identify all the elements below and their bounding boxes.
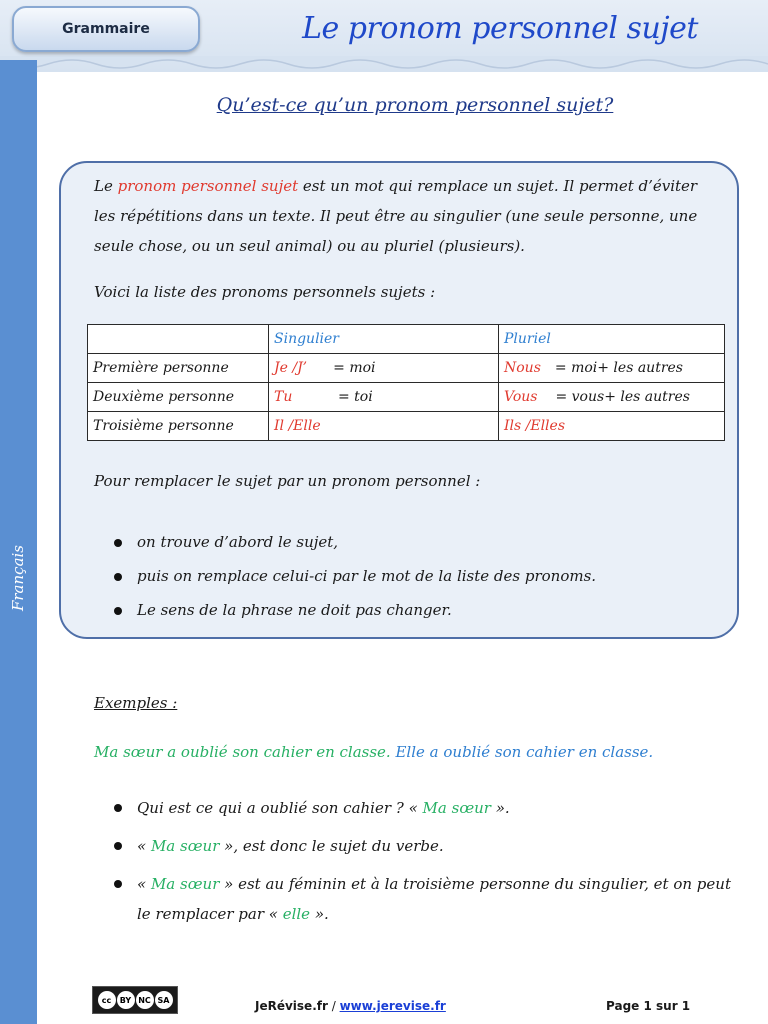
definition-text: est un mot qui remplace un sujet. Il permet d’éviter les répétitions dans un texte. Il peut être au singulier (une seule personne, une seule chose, ou un seul animal) ou au pluriel (plusieurs). — [94, 177, 698, 255]
examples-title — [94, 688, 177, 718]
sa-icon: SA — [155, 991, 173, 1009]
pronoun-table — [87, 324, 725, 441]
table-cell-person: Troisième personne — [88, 412, 269, 441]
side-label: Français — [9, 544, 27, 612]
table-header-empty — [88, 325, 269, 354]
singular-pronoun: Tu — [274, 389, 293, 405]
replace-intro: Pour remplacer le sujet par un pronom personnel : — [94, 472, 481, 490]
check-text-part: Qui est ce qui a oublié son cahier ? « — [137, 799, 423, 817]
table-row — [88, 412, 725, 441]
plural-pronoun: Ils /Elles — [504, 418, 566, 434]
bullet-icon — [114, 880, 122, 888]
example-sentence — [94, 737, 734, 767]
list-item — [114, 869, 734, 929]
header-wave-decoration — [0, 56, 768, 80]
subject-highlight: Ma sœur — [422, 799, 491, 817]
pronoun-highlight: elle — [282, 905, 311, 923]
singular-pronoun: Je /J’ — [274, 360, 308, 376]
table-header-plural: Pluriel — [499, 325, 725, 354]
check-text-part: ». — [490, 799, 510, 817]
check-text — [137, 793, 510, 823]
check-text — [137, 869, 734, 929]
check-text-part: « — [137, 875, 151, 893]
footer-separator: / — [327, 999, 340, 1013]
step-text: on trouve d’abord le sujet, — [137, 533, 339, 551]
table-header-row — [88, 325, 725, 354]
subject-badge: Grammaire — [12, 6, 200, 52]
site-name: JeRévise.fr — [255, 999, 328, 1013]
definition-intro: Le — [94, 177, 118, 195]
subject-highlight: Ma sœur — [150, 875, 220, 893]
table-cell-plural — [499, 412, 725, 441]
footer-site — [255, 999, 446, 1013]
nc-icon: NC — [136, 991, 154, 1009]
singular-equivalence: = moi — [333, 360, 376, 376]
example-original: Ma sœur a oublié son cahier en classe. — [94, 743, 391, 761]
table-row — [88, 383, 725, 412]
examples-title-suffix: : — [167, 694, 178, 712]
bullet-icon — [114, 539, 122, 547]
list-item — [114, 831, 734, 861]
step-text: Le sens de la phrase ne doit pas changer. — [137, 601, 452, 619]
bullet-icon — [114, 573, 122, 581]
table-header-singular: Singulier — [269, 325, 499, 354]
example-replaced: Elle a oublié son cahier en classe. — [390, 743, 654, 761]
list-intro: Voici la liste des pronoms personnels sujets : — [94, 283, 436, 301]
plural-equivalence: = moi+ les autres — [554, 360, 683, 376]
list-item — [114, 793, 734, 823]
table-cell-singular — [269, 383, 499, 412]
page-title: Le pronom personnel sujet — [302, 11, 698, 46]
section-heading-text: Qu’est-ce qu’un pronom personnel sujet? — [216, 94, 614, 116]
examples-title-text: Exemples — [94, 694, 168, 712]
plural-pronoun: Nous — [504, 360, 541, 376]
bullet-icon — [114, 607, 122, 615]
bullet-icon — [114, 842, 122, 850]
cc-icon: cc — [98, 991, 116, 1009]
table-cell-person: Deuxième personne — [88, 383, 269, 412]
check-text-part: ». — [310, 905, 329, 923]
table-cell-person: Première personne — [88, 354, 269, 383]
plural-equivalence: = vous+ les autres — [555, 389, 690, 405]
definition-paragraph — [94, 171, 714, 261]
check-text — [137, 831, 444, 861]
table-cell-plural — [499, 383, 725, 412]
singular-pronoun: Il /Elle — [274, 418, 321, 434]
singular-equivalence: = toi — [338, 389, 373, 405]
checks-list — [114, 793, 734, 937]
table-row — [88, 354, 725, 383]
section-heading — [150, 94, 680, 116]
list-item — [114, 595, 714, 629]
side-bar — [0, 60, 37, 1024]
check-text-part: », est donc le sujet du verbe. — [219, 837, 444, 855]
by-icon: BY — [117, 991, 135, 1009]
table-cell-singular — [269, 354, 499, 383]
step-text: puis on remplace celui-ci par le mot de la liste des pronoms. — [137, 567, 597, 585]
bullet-icon — [114, 804, 122, 812]
license-badge[interactable] — [92, 986, 178, 1014]
table-cell-plural — [499, 354, 725, 383]
list-item — [114, 527, 714, 561]
plural-pronoun: Vous — [504, 389, 538, 405]
check-text-part: » est au féminin et à la troisième personne du singulier, et on peut le remplacer par « — [137, 875, 731, 923]
page-number: Page 1 sur 1 — [606, 999, 691, 1013]
table-cell-singular — [269, 412, 499, 441]
check-text-part: « — [137, 837, 151, 855]
site-link[interactable]: www.jerevise.fr — [339, 999, 446, 1013]
definition-term: pronom personnel sujet — [117, 177, 299, 195]
subject-highlight: Ma sœur — [150, 837, 220, 855]
steps-list — [114, 527, 714, 629]
list-item — [114, 561, 714, 595]
